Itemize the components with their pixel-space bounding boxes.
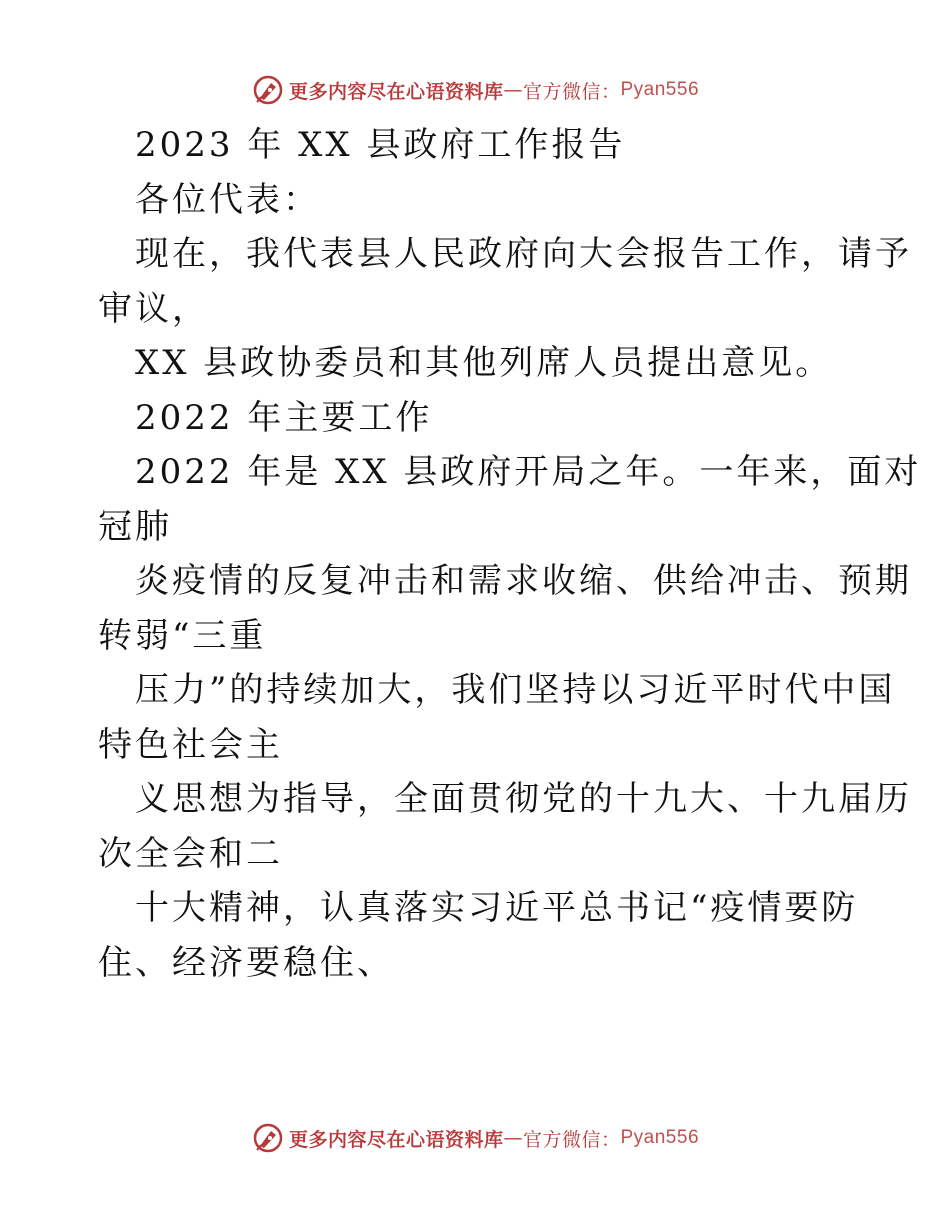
document-line: 2022 年主要工作 (135, 397, 433, 438)
document-line: 特色社会主 (98, 724, 283, 765)
footer-wechat-id: Pyan556 (620, 1127, 700, 1148)
document-line: 各位代表： (135, 179, 320, 220)
pen-nib-logo-icon (251, 1121, 285, 1155)
footer-brand-text: 更多内容尽在心语资料库 (288, 1128, 504, 1151)
document-line: 2023 年 XX 县政府工作报告 (135, 125, 626, 165)
document-line: 住、经济要稳住、 (98, 942, 394, 983)
document-body (98, 118, 922, 990)
footer-official-label: 官方微信： (522, 1128, 621, 1151)
footer-dash: — (503, 1127, 523, 1149)
document-line: 审议， (98, 288, 209, 329)
header-wechat-id: Pyan556 (620, 79, 700, 100)
document-line: 十大精神，认真落实习近平总书记“疫情要防 (135, 888, 859, 928)
header-brand-text: 更多内容尽在心语资料库 (288, 80, 504, 103)
footer-watermark-banner (0, 1118, 950, 1158)
document-line: 炎疫情的反复冲击和需求收缩、供给冲击、预期 (135, 561, 912, 601)
document-line: 冠肺 (98, 506, 172, 547)
document-line: 2022 年是 XX 县政府开局之年。一年来，面对 (135, 452, 922, 492)
header-official-label: 官方微信： (522, 80, 621, 103)
header-watermark-banner (0, 70, 950, 110)
header-dash: — (503, 79, 523, 101)
document-line: 次全会和二 (98, 833, 283, 874)
document-line: 转弱“三重 (98, 615, 267, 656)
document-line: 义思想为指导，全面贯彻党的十九大、十九届历 (135, 779, 912, 819)
document-line: XX 县政协委员和其他列席人员提出意见。 (135, 343, 833, 383)
pen-nib-logo-icon (251, 73, 285, 107)
document-line: 压力”的持续加大，我们坚持以习近平时代中国 (135, 670, 896, 710)
document-line: 现在，我代表县人民政府向大会报告工作，请予 (135, 234, 912, 274)
